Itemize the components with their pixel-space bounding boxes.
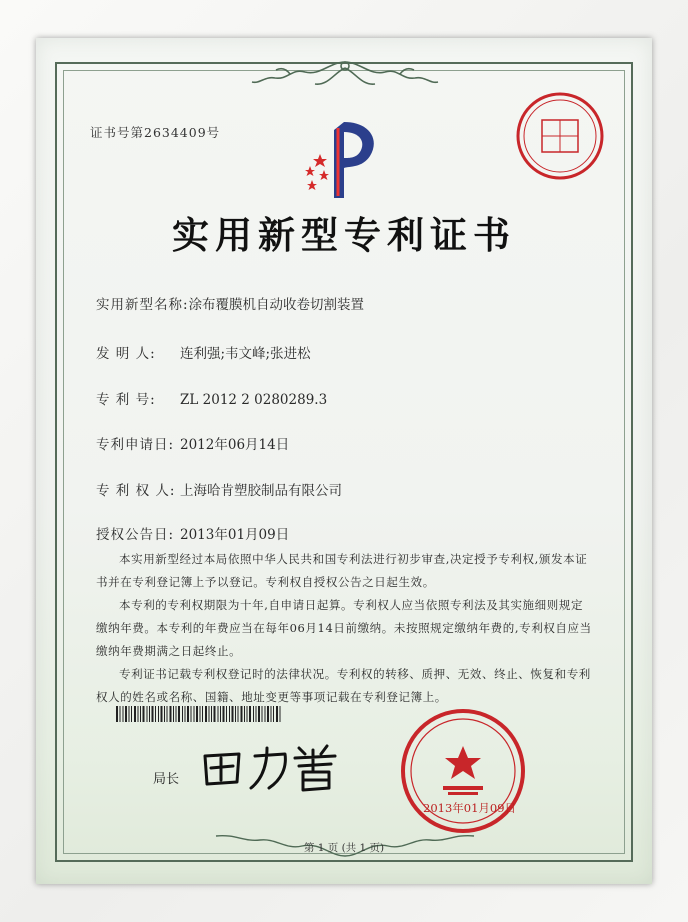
grant-date-row (96, 523, 289, 543)
filing-date-row (96, 433, 289, 453)
body-paragraph: 专利证书记载专利权登记时的法律状况。专利权的转移、质押、无效、终止、恢复和专利权人的姓名或名称、国籍、地址变更等事项记载在专利登记簿上。 (96, 667, 591, 704)
director-signature (195, 738, 345, 794)
inventor-label: 发 明 人: (96, 346, 156, 362)
director-label: 局长 (153, 772, 180, 787)
certificate-body (96, 548, 592, 709)
top-ornament (250, 58, 440, 92)
certificate-title: 实用新型专利证书 (172, 213, 516, 257)
grant-date-label: 授权公告日: (96, 527, 175, 543)
utility-model-name-row (96, 293, 364, 313)
filing-date-value: 2012年06月14日 (180, 437, 290, 453)
seal-date: 2013年01月09日 (423, 801, 517, 815)
patent-holder-label: 专 利 权 人: (96, 483, 176, 499)
barcode (116, 706, 282, 722)
patent-number-label: 专 利 号: (96, 392, 156, 408)
page-number: 第 1 页 (共 1 页) (303, 842, 385, 854)
body-paragraph: 本专利的专利权期限为十年,自申请日起算。专利权人应当依照专利法及其实施细则规定缴纳年费。本专利的年费应当在每年06月14日前缴纳。未按照规定缴纳年费的,专利权自应当缴纳年费期满之日起终止。 (96, 598, 592, 658)
cnipa-logo-icon (298, 118, 382, 200)
national-ip-office-seal (398, 706, 528, 836)
utility-model-name-value: 涂布覆膜机自动收卷切割装置 (188, 297, 365, 313)
patent-holder-row (96, 479, 342, 499)
inventor-value: 连利强;韦文峰;张进松 (180, 346, 311, 362)
patent-holder-value: 上海哈肯塑胶制品有限公司 (180, 483, 342, 499)
inventor-row (96, 342, 311, 362)
patent-number-value: ZL 2012 2 0280289.3 (180, 392, 328, 408)
certificate-number: 证书号第2634409号 (90, 125, 221, 140)
body-paragraph: 本实用新型经过本局依照中华人民共和国专利法进行初步审查,决定授予专利权,颁发本证书并在专利登记簿上予以登记。专利权自授权公告之日起生效。 (96, 552, 588, 589)
utility-model-name-label: 实用新型名称: (96, 297, 189, 313)
patent-number-row (96, 388, 327, 408)
grant-date-value: 2013年01月09日 (180, 527, 290, 543)
top-right-red-stamp (514, 90, 606, 182)
filing-date-label: 专利申请日: (96, 437, 175, 453)
